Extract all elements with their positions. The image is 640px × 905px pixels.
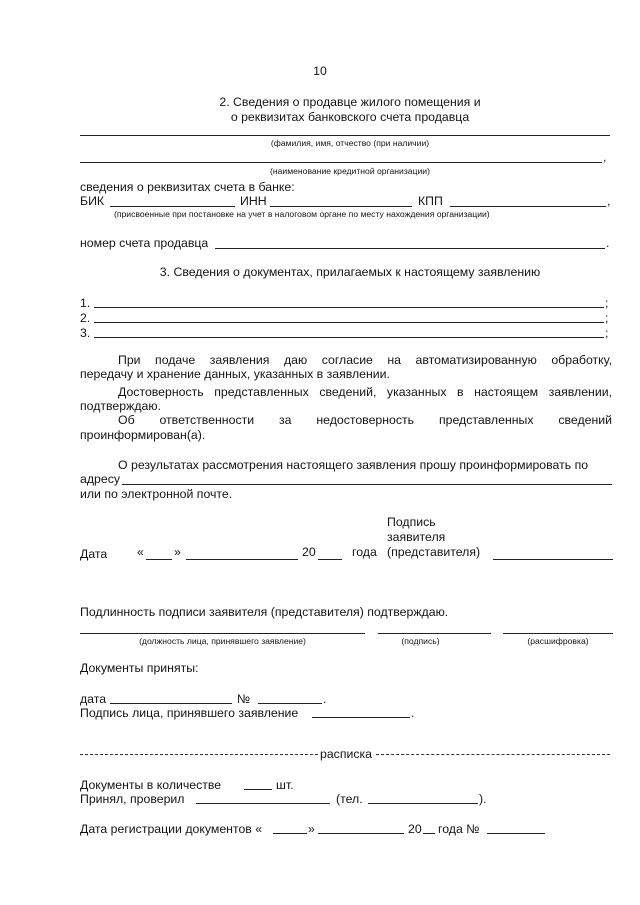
doc-item-2-end: ; [605,311,609,325]
date-year-prefix: 20 [302,545,316,559]
receipt-reg-year: 20 [408,822,422,836]
date-quote-open: « [137,545,144,559]
accepted-date-label: дата [80,692,107,706]
receipt-reg-day-line[interactable] [273,833,307,834]
doc-item-3-num: 3. [80,326,91,340]
receipt-tel-label: (тел. [336,792,363,806]
fio-field-line[interactable] [80,135,610,136]
receipt-docs-count-label: Документы в количестве [80,778,222,792]
section2-title-line2: о реквизитах банковского счета продавца [230,110,470,124]
section3-title: 3. Сведения о документах, прилагаемых к настоящему заявлению [159,265,541,279]
receipt-reg-label: Дата регистрации документов « [80,822,263,836]
kpp-label: КПП [418,194,443,208]
receipt-reg-number-line[interactable] [487,833,545,834]
date-day-line[interactable] [146,559,172,560]
inn-label: ИНН [240,194,267,208]
doc-item-1-line[interactable] [94,307,604,308]
section2-title-line1: 2. Сведения о продавце жилого помещения и [219,95,481,109]
doc-item-1-num: 1. [80,296,91,310]
accepted-date-line[interactable] [110,703,232,704]
receipt-pcs: шт. [276,778,294,792]
receipt-divider-left [80,754,318,755]
fio-hint: (фамилия, имя, отчество (при наличии) [270,138,430,148]
org-hint: (наименование кредитной организации) [270,166,430,176]
kpp-field-line[interactable] [450,206,606,207]
consent-p1-line2: передачу и хранение данных, указанных в заявлении. [80,367,390,381]
receipt-checked-line[interactable] [196,803,330,804]
org-comma: , [603,150,607,164]
doc-item-2-line[interactable] [94,322,604,323]
consent-p1-line1: При подаче заявления даю согласие на автоматизированную обработку, [118,353,612,367]
decode-field-line[interactable] [503,633,613,634]
sign-field-line[interactable] [378,633,491,634]
receipt-reg-month-line[interactable] [318,833,404,834]
page-number: 10 [313,64,327,78]
org-field-line[interactable] [80,162,602,163]
accepted-period2: . [411,706,415,720]
accepted-number-label: № [237,692,251,706]
account-label: номер счета продавца [80,236,209,250]
date-year-suffix: года [352,545,377,559]
receipt-reg-year-line[interactable] [423,833,435,834]
account-field-line[interactable] [215,248,605,249]
date-quote-close: » [174,545,181,559]
receipt-divider-right [376,754,610,755]
notify-line1: О результатах рассмотрения настоящего заявления прошу проинформировать по [118,458,589,472]
accepted-signer-line[interactable] [312,717,410,718]
doc-item-3-line[interactable] [94,337,604,338]
sign-hint: (подпись) [401,636,440,646]
receipt-title: расписка [320,747,372,761]
accepted-number-line[interactable] [258,703,322,704]
consent-p3-line2: проинформирован(а). [80,428,206,442]
notify-address-line[interactable] [122,484,612,485]
receipt-tel-line[interactable] [368,803,478,804]
date-label: Дата [80,547,108,561]
date-year-line[interactable] [318,559,342,560]
receipt-checked-label: Принял, проверил [80,792,185,806]
consent-p2-line2: подтверждаю. [80,399,161,413]
authenticity-text: Подлинность подписи заявителя (представителя) подтверждаю. [80,605,449,619]
kpp-comma: , [607,194,611,208]
consent-p2-line1: Достоверность представленных сведений, указанных в настоящем заявлении, [118,385,613,399]
notify-line3: или по электронной почте. [80,487,233,501]
accepted-period: . [323,692,327,706]
accepted-title: Документы приняты: [80,661,199,675]
position-field-line[interactable] [80,633,365,634]
signature-field-line[interactable] [493,559,613,560]
date-month-line[interactable] [186,559,298,560]
decode-hint: (расшифровка) [527,636,589,646]
doc-item-3-end: ; [605,326,609,340]
bank-intro: сведения о реквизитах счета в банке: [80,180,295,194]
notify-address-label: адресу [80,472,120,486]
doc-item-1-end: ; [605,296,609,310]
bik-label: БИК [80,194,105,208]
tax-hint: (присвоенные при постановке на учет в налоговом органе по месту нахождения организации) [114,209,490,219]
account-period: . [606,236,610,250]
signature-label-line2: заявителя [387,530,446,544]
consent-p3-line1: Об ответственности за недостоверность представленных сведений [118,413,613,427]
signature-label-line1: Подпись [387,515,436,529]
position-hint: (должность лица, принявшего заявление) [139,636,306,646]
inn-field-line[interactable] [270,206,412,207]
receipt-reg-year-suffix: года № [438,822,480,836]
receipt-docs-count-line[interactable] [244,789,272,790]
receipt-reg-close: » [308,822,315,836]
accepted-signer-label: Подпись лица, принявшего заявление [80,706,299,720]
bik-field-line[interactable] [110,206,235,207]
signature-label-line3: (представителя) [387,545,481,559]
receipt-tel-close: ). [479,792,487,806]
doc-item-2-num: 2. [80,311,91,325]
